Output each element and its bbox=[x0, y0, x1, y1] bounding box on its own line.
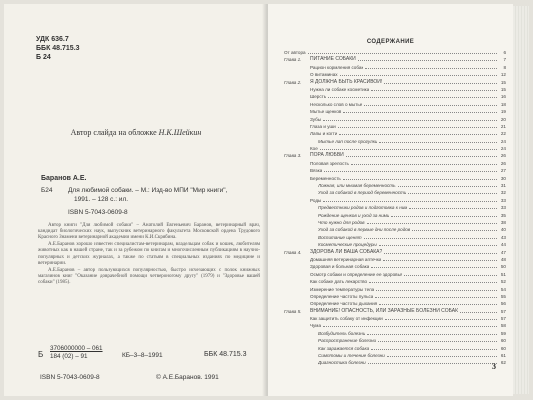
toc-page-number: 27 bbox=[498, 167, 506, 174]
toc-leader-dots bbox=[351, 160, 497, 165]
toc-leader-dots bbox=[340, 71, 497, 76]
toc-leader-dots bbox=[343, 108, 497, 113]
toc-entry bbox=[284, 145, 506, 152]
table-of-contents bbox=[284, 49, 506, 367]
toc-entry bbox=[284, 116, 506, 123]
annotation bbox=[38, 223, 260, 287]
toc-leader-dots bbox=[385, 315, 497, 320]
toc-leader-dots bbox=[365, 64, 497, 69]
toc-page-number: 60 bbox=[498, 337, 506, 344]
toc-entry-title: Зубы bbox=[310, 116, 322, 122]
toc-leader-dots bbox=[379, 138, 497, 143]
toc-chapter-label: Глава 4. bbox=[284, 249, 302, 255]
toc-leader-dots bbox=[371, 86, 497, 91]
bbk-bottom: ББК 48.715.3 bbox=[204, 351, 247, 358]
toc-page-number: 35 bbox=[498, 212, 506, 219]
toc-entry-title: Как собаке дать лекарство bbox=[310, 279, 368, 285]
toc-entry bbox=[284, 79, 506, 86]
author-mark: Б 24 bbox=[36, 54, 51, 61]
toc-leader-dots bbox=[323, 322, 497, 327]
toc-entry bbox=[284, 167, 506, 174]
toc-entry-title: Осмотр собаки и определение ее здоровья bbox=[310, 271, 403, 277]
toc-page-number: 15 bbox=[498, 79, 506, 86]
toc-page-number: 62 bbox=[498, 359, 506, 366]
toc-leader-dots bbox=[320, 145, 497, 150]
toc-chapter-label: Глава 3. bbox=[284, 153, 302, 159]
toc-entry bbox=[284, 152, 506, 159]
toc-leader-dots bbox=[384, 79, 497, 84]
toc-entry-title: Возбудитель болезни bbox=[318, 330, 366, 336]
toc-entry bbox=[284, 56, 506, 63]
toc-entry-title: Домашняя ветеринарная аптечка bbox=[310, 256, 382, 262]
toc-entry-title: Предвестники родов и подготовка к ним bbox=[318, 205, 408, 211]
toc-page-number: 20 bbox=[498, 116, 506, 123]
toc-leader-dots bbox=[324, 167, 497, 172]
toc-page-number: 56 bbox=[498, 300, 506, 307]
book-code: Б24 bbox=[41, 187, 53, 194]
toc-entry-title: Лапы и когти bbox=[310, 131, 338, 137]
toc-entry bbox=[284, 71, 506, 78]
page-number: 3 bbox=[492, 362, 496, 371]
toc-entry-title: Мытье лап после прогулки bbox=[318, 138, 378, 144]
toc-entry-title: Кое bbox=[310, 146, 318, 152]
toc-page-number: 57 bbox=[498, 315, 506, 322]
toc-entry bbox=[284, 49, 506, 56]
toc-entry-title: ПОРА ЛЮБВИ bbox=[310, 152, 344, 159]
toc-entry bbox=[284, 315, 506, 322]
toc-entry bbox=[284, 359, 506, 366]
cover-credit bbox=[4, 128, 268, 137]
toc-leader-dots bbox=[379, 300, 497, 305]
toc-leader-dots bbox=[384, 249, 497, 254]
toc-entry-title: Несколько слов о мытье bbox=[310, 101, 363, 107]
toc-title: СОДЕРЖАНИЕ bbox=[366, 39, 415, 45]
codes-line-2: 184 (02) – 91 bbox=[50, 353, 88, 360]
description-line: Для любимой собаки. – М.: Изд-во МПИ "Мир книги", bbox=[68, 187, 228, 194]
toc-entry bbox=[284, 278, 506, 285]
toc-leader-dots bbox=[412, 226, 497, 231]
toc-entry bbox=[284, 226, 506, 233]
toc-entry-title: ПИТАНИЕ СОБАКИ bbox=[310, 56, 356, 63]
toc-page-number: 21 bbox=[498, 123, 506, 130]
toc-entry bbox=[284, 308, 506, 315]
toc-leader-dots bbox=[369, 278, 497, 283]
toc-entry-title: ЗДОРОВА ЛИ ВАША СОБАКА? bbox=[310, 248, 383, 255]
left-page bbox=[4, 4, 268, 396]
toc-entry-title: ВНИМАНИЕ! ОПАСНОСТЬ, ИЛИ ЗАРАЗНЫЕ БОЛЕЗНИ СОБАК bbox=[310, 307, 458, 314]
toc-page-number: 26 bbox=[498, 152, 506, 159]
toc-leader-dots bbox=[408, 189, 497, 194]
toc-leader-dots bbox=[376, 286, 497, 291]
toc-leader-dots bbox=[404, 271, 497, 276]
toc-entry bbox=[284, 330, 506, 337]
toc-entry-title: Здоровая и больная собака bbox=[310, 264, 370, 270]
annotation-paragraph: Автор книги "Для любимой собаки" – Анатолий Евгеньевич Баранов, ветеринарный врач, кандидат биологических наук, выпускник ветеринарного факультета Московской ордена Трудового Красного Знамени ветеринарной академии имени К.И.Скрябина. bbox=[38, 223, 260, 241]
toc-entry bbox=[284, 263, 506, 270]
toc-entry bbox=[284, 189, 506, 196]
toc-entry-title: Воспитание щенят bbox=[318, 234, 362, 240]
toc-page-number: 24 bbox=[498, 138, 506, 145]
toc-leader-dots bbox=[339, 130, 497, 135]
toc-page-number: 60 bbox=[498, 345, 506, 352]
kb-code: КБ–3–8–1991 bbox=[122, 352, 163, 359]
toc-entry-title: Рацион кормления собак bbox=[310, 64, 364, 70]
toc-entry bbox=[284, 337, 506, 344]
publication-codes bbox=[50, 345, 103, 361]
toc-entry bbox=[284, 160, 506, 167]
toc-leader-dots bbox=[368, 359, 497, 364]
toc-leader-dots bbox=[391, 212, 497, 217]
toc-page-number: 19 bbox=[498, 108, 506, 115]
right-page bbox=[268, 4, 513, 396]
toc-page-number: 33 bbox=[498, 204, 506, 211]
toc-leader-dots bbox=[371, 345, 497, 350]
toc-entry-title: Уход за собакой в первые дни после родов bbox=[318, 227, 411, 233]
toc-entry-title: Определение частоты пульса bbox=[310, 293, 374, 299]
cover-credit-name: Н.К.Шейкин bbox=[158, 128, 202, 137]
toc-entry-title: Определение частоты дыхания bbox=[310, 301, 378, 307]
toc-chapter-label: Глава 2. bbox=[284, 79, 302, 85]
copyright: © А.Е.Баранов. 1991 bbox=[156, 374, 219, 381]
toc-leader-dots bbox=[379, 241, 497, 246]
toc-entry-title: От автора bbox=[284, 50, 306, 55]
toc-page-number: 44 bbox=[498, 241, 506, 248]
toc-entry bbox=[284, 204, 506, 211]
bibliographic-description bbox=[68, 187, 248, 204]
toc-entry-title: Мытье щенков bbox=[310, 109, 342, 115]
toc-page-number: 31 bbox=[498, 182, 506, 189]
toc-leader-dots bbox=[323, 116, 497, 121]
toc-entry-title: Чума bbox=[310, 323, 322, 329]
pages-line: 1991. – 128 с.: ил. bbox=[74, 195, 129, 203]
classification-codes bbox=[36, 35, 80, 62]
toc-entry-title: О витаминах bbox=[310, 72, 338, 78]
toc-leader-dots bbox=[364, 101, 497, 106]
toc-page-number: 48 bbox=[498, 256, 506, 263]
bbk-code: ББК 48.715.3 bbox=[36, 45, 80, 52]
toc-page-number: 50 bbox=[498, 263, 506, 270]
toc-page-number: 26 bbox=[498, 160, 506, 167]
toc-entry-title: Беременность bbox=[310, 175, 341, 181]
toc-page-number: 8 bbox=[498, 64, 506, 71]
toc-page-number: 16 bbox=[498, 93, 506, 100]
isbn-bottom: ISBN 5-7043-0609-8 bbox=[40, 374, 100, 381]
b-letter: Б bbox=[38, 350, 44, 359]
isbn-top: ISBN 5-7043-0609-8 bbox=[68, 209, 128, 216]
toc-entry-title: Как заражается собака bbox=[318, 345, 370, 351]
toc-leader-dots bbox=[364, 234, 497, 239]
toc-page-number: 57 bbox=[498, 308, 506, 315]
toc-entry bbox=[284, 175, 506, 182]
toc-entry bbox=[284, 352, 506, 359]
toc-leader-dots bbox=[328, 93, 497, 98]
toc-page-number: 6 bbox=[498, 49, 506, 56]
annotation-paragraph: А.Е.Баранов – автор пользующихся популярностью, быстро исчезающих с полок книжных магазинов книг "Оказание доврачебной помощи четвероногому другу" (1979) и "Здоровье вашей собаки" (1985). bbox=[38, 267, 260, 286]
toc-entry bbox=[284, 286, 506, 293]
toc-entry bbox=[284, 234, 506, 241]
toc-entry-title: Косметические процедуры bbox=[318, 242, 377, 248]
toc-leader-dots bbox=[378, 337, 497, 342]
toc-entry bbox=[284, 197, 506, 204]
toc-leader-dots bbox=[409, 204, 497, 209]
toc-leader-dots bbox=[343, 175, 497, 180]
toc-entry bbox=[284, 182, 506, 189]
toc-entry bbox=[284, 241, 506, 248]
toc-leader-dots bbox=[367, 219, 497, 224]
toc-leader-dots bbox=[460, 308, 497, 313]
toc-leader-dots bbox=[338, 123, 497, 128]
toc-entry bbox=[284, 271, 506, 278]
toc-page-number: 33 bbox=[498, 197, 506, 204]
toc-page-number: 54 bbox=[498, 286, 506, 293]
toc-page-number: 59 bbox=[498, 330, 506, 337]
toc-entry bbox=[284, 86, 506, 93]
toc-leader-dots bbox=[387, 352, 497, 357]
toc-entry bbox=[284, 212, 506, 219]
toc-entry bbox=[284, 101, 506, 108]
toc-entry bbox=[284, 322, 506, 329]
toc-entry bbox=[284, 108, 506, 115]
toc-entry bbox=[284, 219, 506, 226]
toc-entry-title: Диагностика болезни bbox=[318, 360, 366, 366]
toc-leader-dots bbox=[383, 256, 497, 261]
toc-entry bbox=[284, 93, 506, 100]
toc-page-number: 43 bbox=[498, 234, 506, 241]
toc-chapter-label: Глава 5. bbox=[284, 308, 302, 314]
toc-page-number: 24 bbox=[498, 145, 506, 152]
toc-entry-title: Половая зрелость bbox=[310, 160, 349, 166]
toc-entry-title: Глаза и уши bbox=[310, 123, 336, 129]
toc-entry-title: Распространение болезни bbox=[318, 338, 377, 344]
toc-page-number: 30 bbox=[498, 175, 506, 182]
toc-page-number: 47 bbox=[498, 249, 506, 256]
toc-entry bbox=[284, 64, 506, 71]
toc-chapter-label: Глава 1. bbox=[284, 57, 302, 63]
toc-entry-title: Симптомы и течение болезни bbox=[318, 353, 385, 359]
toc-entry bbox=[284, 293, 506, 300]
toc-page-number: 61 bbox=[498, 352, 506, 359]
toc-page-number: 58 bbox=[498, 322, 506, 329]
toc-entry bbox=[284, 123, 506, 130]
toc-leader-dots bbox=[346, 152, 497, 157]
toc-leader-dots bbox=[375, 293, 497, 298]
toc-leader-dots bbox=[323, 197, 497, 202]
toc-page-number: 38 bbox=[498, 219, 506, 226]
codes-line-1: 3706000000 – 061 bbox=[50, 345, 103, 352]
toc-entry-title: Ложная, или мнимая беременность bbox=[318, 183, 396, 189]
toc-entry-title: Рождение щенков и уход за ними bbox=[318, 212, 390, 218]
toc-entry-title: Измерение температуры тела bbox=[310, 286, 375, 292]
toc-page-number: 55 bbox=[498, 293, 506, 300]
toc-entry bbox=[284, 345, 506, 352]
toc-entry-title: Что нужно для родов bbox=[318, 219, 365, 225]
toc-page-number: 52 bbox=[498, 278, 506, 285]
toc-page-number: 40 bbox=[498, 226, 506, 233]
toc-entry-title: Шерсть bbox=[310, 94, 327, 100]
toc-page-number: 7 bbox=[498, 56, 506, 63]
toc-entry bbox=[284, 256, 506, 263]
toc-page-number: 18 bbox=[498, 101, 506, 108]
toc-leader-dots bbox=[398, 182, 497, 187]
udk-code: УДК 636.7 bbox=[36, 36, 69, 43]
toc-leader-dots bbox=[367, 330, 497, 335]
toc-entry-title: Уход за собакой в период беременности bbox=[318, 190, 407, 196]
toc-leader-dots bbox=[358, 56, 497, 61]
toc-page-number: 15 bbox=[498, 86, 506, 93]
toc-leader-dots bbox=[371, 263, 497, 268]
cover-credit-prefix: Автор слайда на обложке bbox=[70, 128, 157, 137]
toc-page-number: 32 bbox=[498, 189, 506, 196]
toc-entry bbox=[284, 300, 506, 307]
toc-entry-title: Нужна ли собаке косметика bbox=[310, 86, 370, 92]
toc-entry bbox=[284, 138, 506, 145]
toc-page-number: 12 bbox=[498, 71, 506, 78]
page-edges bbox=[513, 6, 529, 394]
toc-entry-title: Я ДОЛЖНА БЫТЬ КРАСИВОЙ! bbox=[310, 78, 383, 85]
annotation-paragraph: А.Е.Баранов хорошо известен специалистам-ветеринарам, владельцам собак и кошек, любителям животных как в нашей стране, так и за рубежом по книгам и многочисленным публикациям в научно-популярных и детских журналах, а также по статьям в специальных изданиях по медицине и ветеринарии. bbox=[38, 242, 260, 266]
toc-entry bbox=[284, 249, 506, 256]
toc-leader-dots bbox=[308, 49, 497, 54]
author-name: Баранов А.Е. bbox=[41, 175, 87, 182]
toc-entry-title: Вязка bbox=[310, 168, 323, 174]
toc-entry-title: Как защитить собаку от инфекции bbox=[310, 316, 383, 322]
toc-entry-title: Роды bbox=[310, 197, 322, 203]
toc-page-number: 51 bbox=[498, 271, 506, 278]
toc-page-number: 22 bbox=[498, 130, 506, 137]
toc-entry bbox=[284, 130, 506, 137]
